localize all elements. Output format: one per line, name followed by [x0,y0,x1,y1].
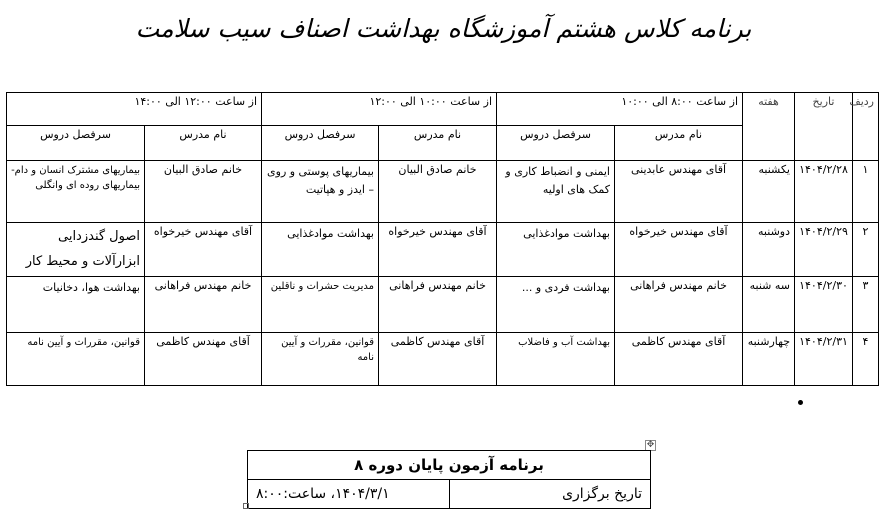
header-slot-2: از ساعت ۱۰:۰۰ الی ۱۲:۰۰ [262,93,497,126]
slot2-topic: قوانین، مقررات و آیین نامه [262,333,379,386]
slot1-teacher: آقای مهندس خیرخواه [615,223,743,277]
header-slot-3: از ساعت ۱۲:۰۰ الی ۱۴:۰۰ [7,93,262,126]
row-date: ۱۴۰۴/۲/۳۰ [795,277,853,333]
header-row-slots [7,93,879,126]
table-row [7,161,879,223]
slot3-teacher: خانم صادق البیان [145,161,262,223]
slot3-topic: بیماریهای مشترک انسان و دام- بیماریهای روده ای وانگلی [7,161,145,223]
header-date: تاریخ [795,93,853,161]
header-teacher: نام مدرس [145,126,262,161]
row-day: یکشنبه [743,161,795,223]
table-row [7,333,879,386]
slot2-teacher: آقای مهندس کاظمی [379,333,497,386]
header-slot-1: از ساعت ۸:۰۰ الی ۱۰:۰۰ [497,93,743,126]
table-resize-handle-icon[interactable] [243,503,249,509]
row-date: ۱۴۰۴/۲/۲۹ [795,223,853,277]
slot3-topic: قوانین، مقررات و آیین نامه [7,333,145,386]
slot3-topic: اصول گندزدایی ابزارآلات و محیط کار [7,223,145,277]
row-number: ۳ [853,277,879,333]
slot1-topic: بهداشت موادغذایی [497,223,615,277]
slot3-teacher: خانم مهندس فراهانی [145,277,262,333]
header-topics: سرفصل دروس [497,126,615,161]
slot3-teacher: آقای مهندس خیرخواه [145,223,262,277]
bullet-dot-icon [798,400,803,405]
header-teacher: نام مدرس [615,126,743,161]
slot1-topic: بهداشت فردی و ... [497,277,615,333]
page-title: برنامه کلاس هشتم آموزشگاه بهداشت اصناف سیب سلامت [135,14,752,43]
row-number: ۲ [853,223,879,277]
slot1-topic: ایمنی و انضباط کاری و کمک های اولیه [497,161,615,223]
table-row [7,223,879,277]
header-row-no: ردیف [853,93,879,161]
slot2-teacher: خانم صادق البیان [379,161,497,223]
exam-title: برنامه آزمون پایان دوره ۸ [248,451,651,480]
slot2-teacher: خانم مهندس فراهانی [379,277,497,333]
row-date: ۱۴۰۴/۲/۲۸ [795,161,853,223]
table-row [7,277,879,333]
slot1-teacher: خانم مهندس فراهانی [615,277,743,333]
slot1-teacher: آقای مهندس عابدینی [615,161,743,223]
slot1-teacher: آقای مهندس کاظمی [615,333,743,386]
slot3-teacher: آقای مهندس کاظمی [145,333,262,386]
move-handle-icon[interactable]: ✥ [646,440,655,450]
row-date: ۱۴۰۴/۲/۳۱ [795,333,853,386]
exam-table [247,450,651,509]
header-week: هفته [743,93,795,161]
slot3-topic: بهداشت هوا، دخانیات [7,277,145,333]
slot2-topic: مدیریت حشرات و ناقلین [262,277,379,333]
header-teacher: نام مدرس [379,126,497,161]
row-number: ۴ [853,333,879,386]
row-day: چهارشنبه [743,333,795,386]
row-day: دوشنبه [743,223,795,277]
exam-date-value: ۱۴۰۴/۳/۱، ساعت:۸:۰۰ [248,480,450,509]
slot2-topic: بهداشت موادغذایی [262,223,379,277]
row-number: ۱ [853,161,879,223]
header-topics: سرفصل دروس [7,126,145,161]
row-day: سه شنبه [743,277,795,333]
slot1-topic: بهداشت آب و فاضلاب [497,333,615,386]
schedule-table [6,92,879,386]
slot2-topic: بیماریهای پوستی و روی – ایدز و هپاتیت [262,161,379,223]
header-topics: سرفصل دروس [262,126,379,161]
exam-date-label: تاریخ برگزاری [449,480,651,509]
slot2-teacher: آقای مهندس خیرخواه [379,223,497,277]
